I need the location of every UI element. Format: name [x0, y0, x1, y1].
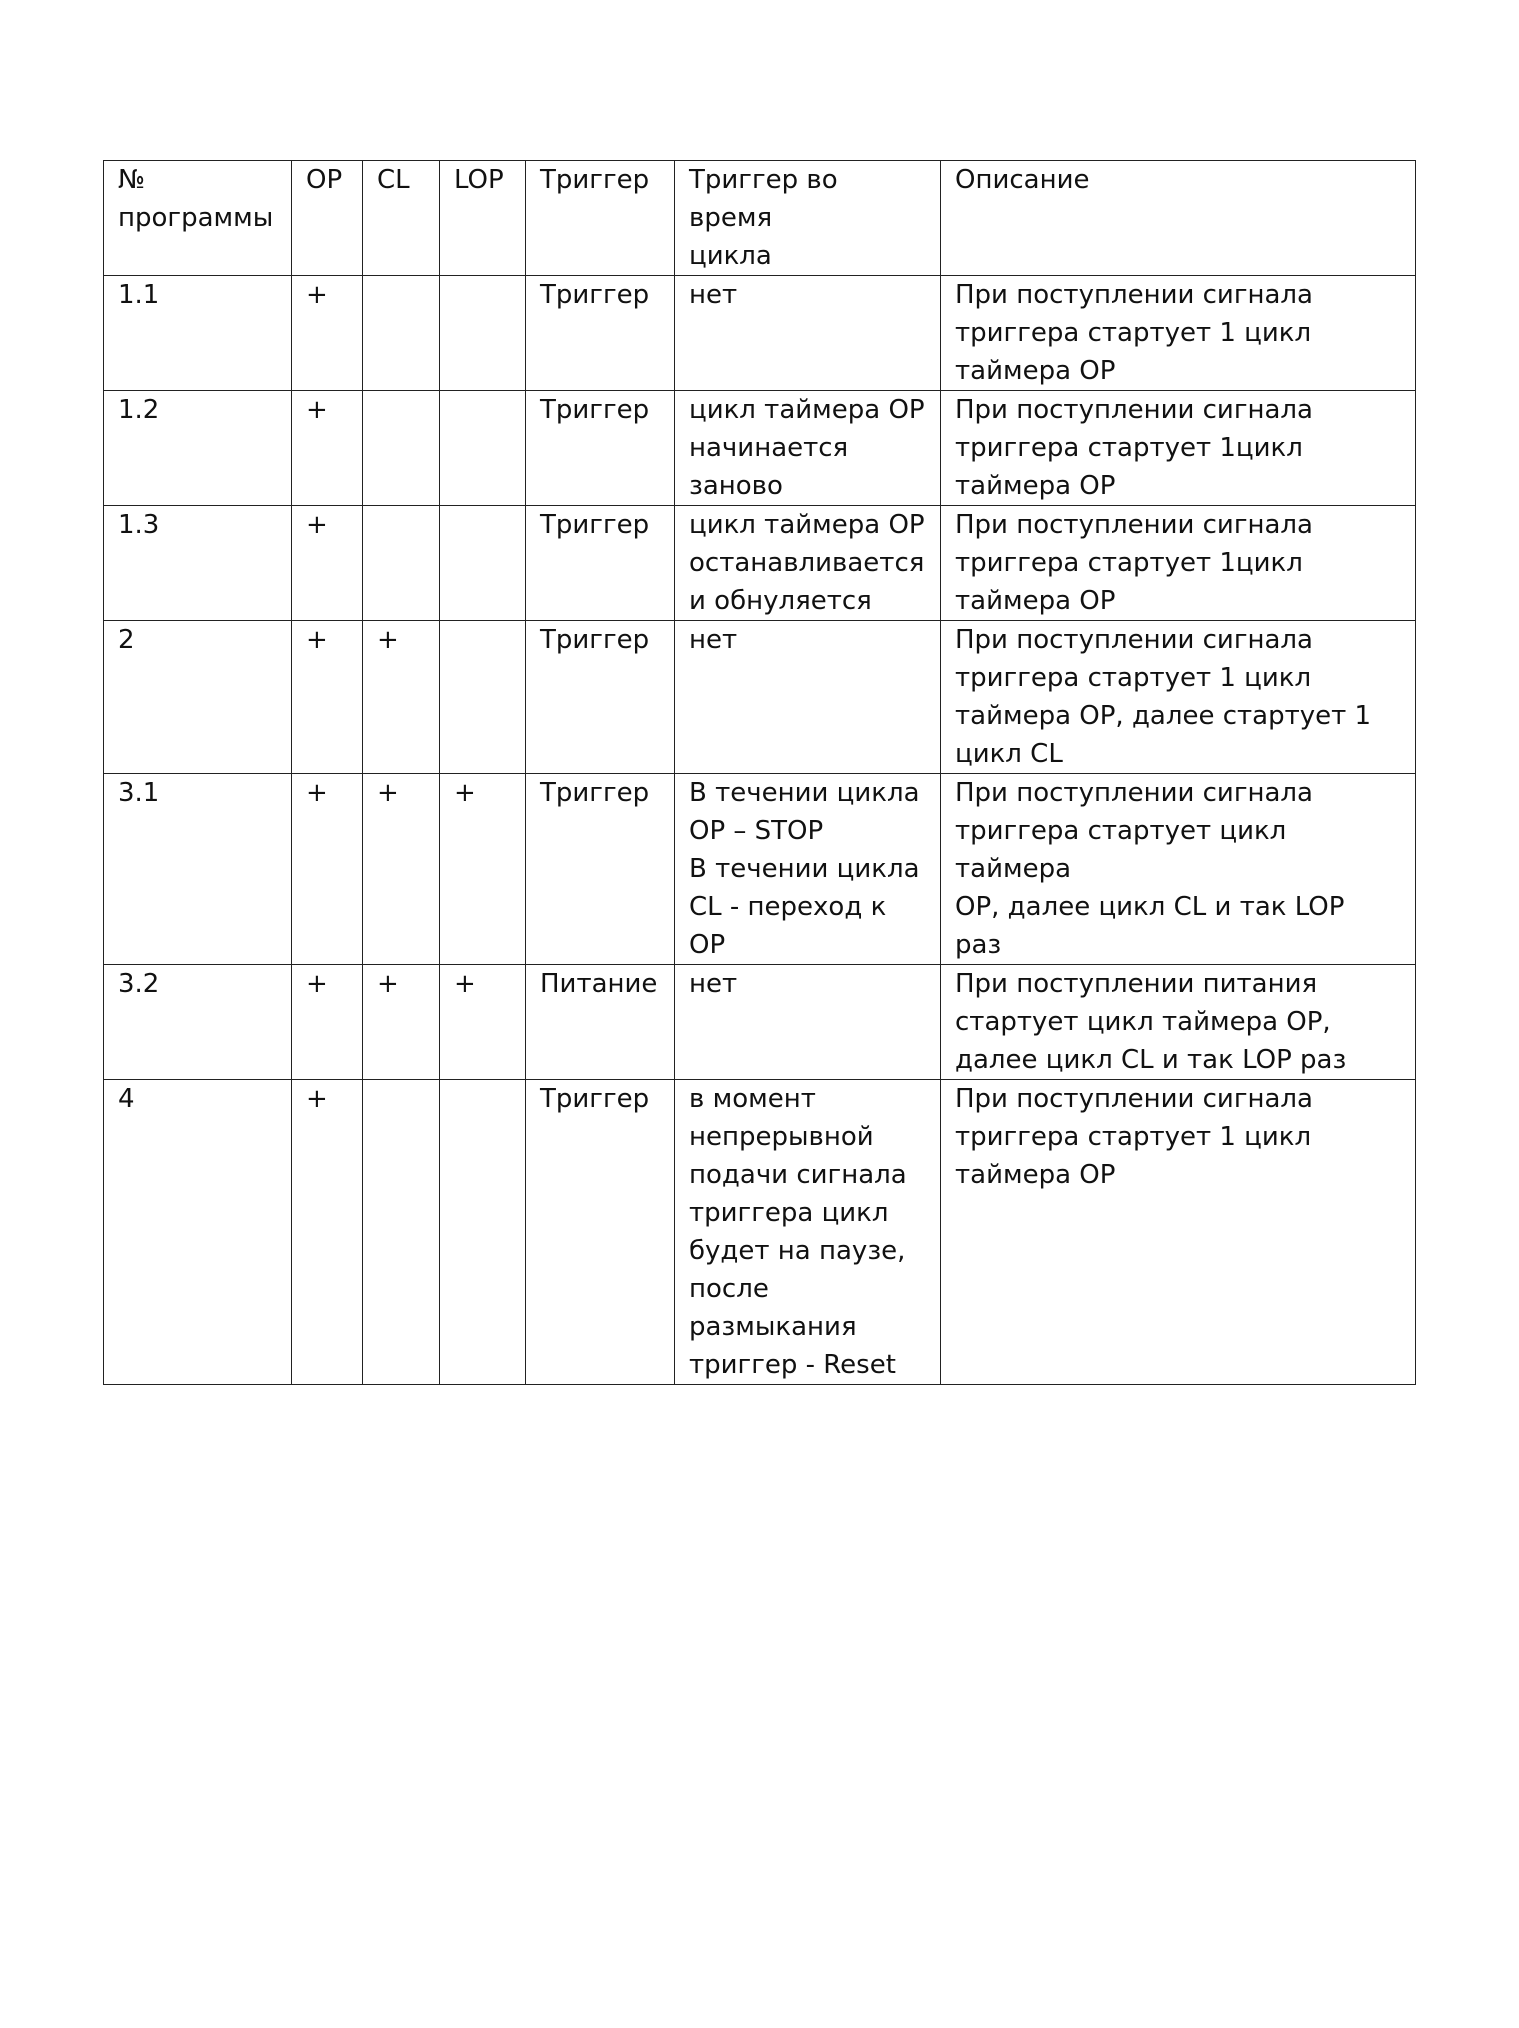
table-row — [104, 621, 1416, 774]
cell-op: + — [292, 621, 363, 774]
programs-table — [103, 160, 1416, 1385]
cell-trigger: Триггер — [526, 391, 675, 506]
cell-trigger-during-cycle: В течении цикла OP – STOP В течении цикла CL - переход к OP — [675, 774, 941, 965]
cell-op: + — [292, 965, 363, 1080]
cell-trigger: Триггер — [526, 621, 675, 774]
cell-trigger: Триггер — [526, 1080, 675, 1385]
cell-trigger-during-cycle: цикл таймера OP начинается заново — [675, 391, 941, 506]
table-row — [104, 276, 1416, 391]
cell-program-number: 3.1 — [104, 774, 292, 965]
cell-trigger: Питание — [526, 965, 675, 1080]
cell-description: При поступлении сигнала триггера стартует цикл таймера OP, далее цикл CL и так LOP раз — [941, 774, 1416, 965]
cell-description: При поступлении сигнала триггера стартует 1цикл таймера OP — [941, 391, 1416, 506]
header-op: OP — [292, 161, 363, 276]
cell-cl: + — [363, 965, 440, 1080]
cell-lop: + — [440, 965, 526, 1080]
cell-program-number: 1.3 — [104, 506, 292, 621]
cell-lop — [440, 1080, 526, 1385]
table-row — [104, 965, 1416, 1080]
cell-op: + — [292, 506, 363, 621]
cell-lop — [440, 391, 526, 506]
header-description: Описание — [941, 161, 1416, 276]
cell-op: + — [292, 276, 363, 391]
cell-lop — [440, 621, 526, 774]
cell-trigger: Триггер — [526, 506, 675, 621]
cell-program-number: 3.2 — [104, 965, 292, 1080]
cell-cl: + — [363, 774, 440, 965]
cell-description: При поступлении сигнала триггера стартует 1 цикл таймера OP — [941, 1080, 1416, 1385]
cell-op: + — [292, 774, 363, 965]
table-header-row — [104, 161, 1416, 276]
cell-cl — [363, 276, 440, 391]
cell-trigger-during-cycle: в момент непрерывной подачи сигнала триггера цикл будет на паузе, после размыкания триггер - Reset — [675, 1080, 941, 1385]
cell-trigger-during-cycle: нет — [675, 621, 941, 774]
cell-program-number: 1.2 — [104, 391, 292, 506]
cell-op: + — [292, 1080, 363, 1385]
cell-trigger-during-cycle: цикл таймера OP останавливается и обнуляется — [675, 506, 941, 621]
cell-lop: + — [440, 774, 526, 965]
table-row — [104, 506, 1416, 621]
cell-cl — [363, 506, 440, 621]
table-row — [104, 774, 1416, 965]
cell-program-number: 1.1 — [104, 276, 292, 391]
cell-lop — [440, 276, 526, 391]
cell-op: + — [292, 391, 363, 506]
cell-cl: + — [363, 621, 440, 774]
header-lop: LOP — [440, 161, 526, 276]
cell-description: При поступлении сигнала триггера стартует 1 цикл таймера OP — [941, 276, 1416, 391]
cell-description: При поступлении сигнала триггера стартует 1цикл таймера OP — [941, 506, 1416, 621]
cell-lop — [440, 506, 526, 621]
cell-cl — [363, 1080, 440, 1385]
cell-trigger: Триггер — [526, 774, 675, 965]
header-cl: CL — [363, 161, 440, 276]
header-program-number: № программы — [104, 161, 292, 276]
cell-program-number: 4 — [104, 1080, 292, 1385]
cell-trigger-during-cycle: нет — [675, 965, 941, 1080]
table-row — [104, 1080, 1416, 1385]
cell-trigger-during-cycle: нет — [675, 276, 941, 391]
table-row — [104, 391, 1416, 506]
cell-description: При поступлении сигнала триггера стартует 1 цикл таймера OP, далее стартует 1 цикл CL — [941, 621, 1416, 774]
cell-description: При поступлении питания стартует цикл таймера OP, далее цикл CL и так LOP раз — [941, 965, 1416, 1080]
header-trigger: Триггер — [526, 161, 675, 276]
header-trigger-during-cycle: Триггер во время цикла — [675, 161, 941, 276]
cell-trigger: Триггер — [526, 276, 675, 391]
cell-cl — [363, 391, 440, 506]
cell-program-number: 2 — [104, 621, 292, 774]
